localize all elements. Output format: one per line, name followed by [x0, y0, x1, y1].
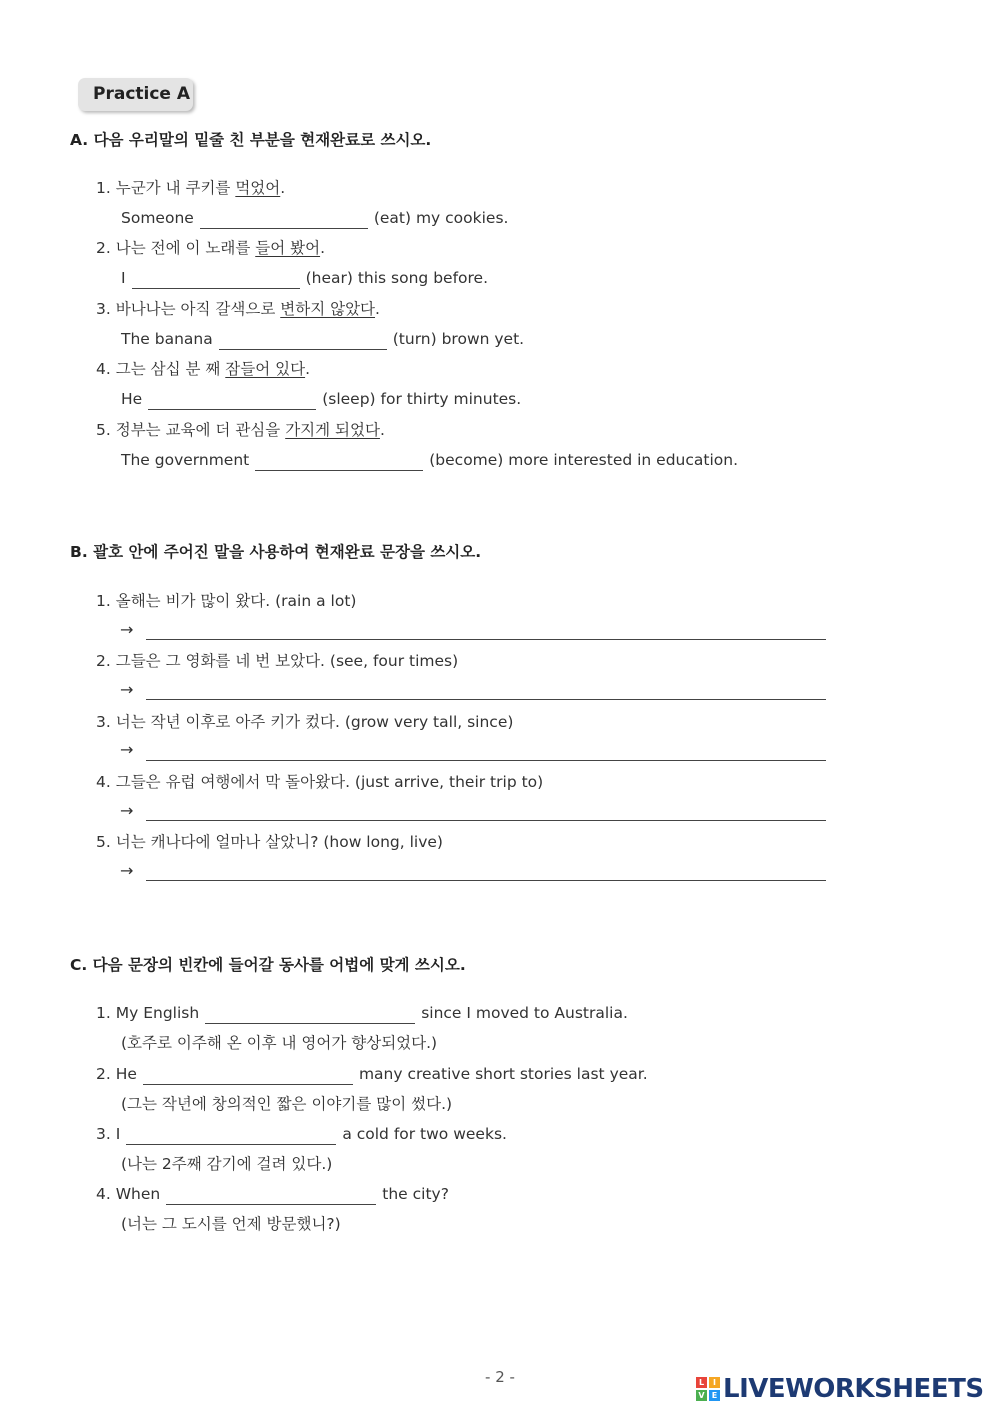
b-item-4: 4. 그들은 유럽 여행에서 막 돌아왔다. (just arrive, their trip to) — [96, 773, 544, 791]
c-item-3-english: 3. I a cold for two weeks. — [96, 1125, 507, 1143]
answer-blank[interactable] — [205, 1006, 415, 1024]
c-item-4-english: 4. When the city? — [96, 1185, 449, 1203]
arrow-icon: → — [120, 801, 134, 820]
answer-blank[interactable] — [255, 453, 423, 471]
c-item-3-korean: (나는 2주째 감기에 걸려 있다.) — [121, 1155, 333, 1173]
b-item-5: 5. 너는 캐나다에 얼마나 살았니? (how long, live) — [96, 833, 443, 851]
answer-line[interactable] — [146, 699, 826, 700]
answer-blank[interactable] — [166, 1187, 376, 1205]
c-item-1-korean: (호주로 이주해 온 이후 내 영어가 향상되었다.) — [121, 1034, 438, 1052]
answer-blank[interactable] — [148, 392, 316, 410]
arrow-icon: → — [120, 680, 134, 699]
practice-badge: Practice A — [78, 78, 193, 111]
answer-blank[interactable] — [132, 271, 300, 289]
answer-line[interactable] — [146, 820, 826, 821]
b-item-1: 1. 올해는 비가 많이 왔다. (rain a lot) — [96, 592, 357, 610]
c-item-2-english: 2. He many creative short stories last year. — [96, 1065, 648, 1083]
b-item-3: 3. 너는 작년 이후로 아주 키가 컸다. (grow very tall, since) — [96, 713, 514, 731]
a-item-4-english: He (sleep) for thirty minutes. — [121, 390, 522, 408]
c-item-1-english: 1. My English since I moved to Australia. — [96, 1004, 628, 1022]
c-item-4-korean: (너는 그 도시를 언제 방문했니?) — [121, 1215, 341, 1233]
a-item-1-english: Someone (eat) my cookies. — [121, 209, 509, 227]
a-item-3-english: The banana (turn) brown yet. — [121, 330, 525, 348]
answer-blank[interactable] — [200, 211, 368, 229]
a-item-2-english: I (hear) this song before. — [121, 269, 488, 287]
a-item-5-korean: 5. 정부는 교육에 더 관심을 가지게 되었다. — [96, 421, 385, 439]
arrow-icon: → — [120, 740, 134, 759]
arrow-icon: → — [120, 861, 134, 880]
answer-line[interactable] — [146, 880, 826, 881]
logo-text: LIVEWORKSHEETS — [723, 1374, 984, 1404]
liveworksheets-logo[interactable] — [696, 1374, 984, 1404]
answer-line[interactable] — [146, 760, 826, 761]
answer-blank[interactable] — [219, 332, 387, 350]
a-item-3-korean: 3. 바나나는 아직 갈색으로 변하지 않았다. — [96, 300, 380, 318]
a-item-1-korean: 1. 누군가 내 쿠키를 먹었어. — [96, 179, 286, 197]
section-c-title: C. 다음 문장의 빈칸에 들어갈 동사를 어법에 맞게 쓰시오. — [70, 956, 466, 974]
page-number: - 2 - — [485, 1368, 515, 1386]
answer-line[interactable] — [146, 639, 826, 640]
section-b-title: B. 괄호 안에 주어진 말을 사용하여 현재완료 문장을 쓰시오. — [70, 543, 482, 561]
a-item-5-english: The government (become) more interested in education. — [121, 451, 739, 469]
logo-icon: L I V E — [696, 1377, 720, 1401]
arrow-icon: → — [120, 620, 134, 639]
a-item-2-korean: 2. 나는 전에 이 노래를 들어 봤어. — [96, 239, 325, 257]
b-item-2: 2. 그들은 그 영화를 네 번 보았다. (see, four times) — [96, 652, 459, 670]
section-a-title: A. 다음 우리말의 밑줄 친 부분을 현재완료로 쓰시오. — [70, 131, 432, 149]
c-item-2-korean: (그는 작년에 창의적인 짧은 이야기를 많이 썼다.) — [121, 1095, 453, 1113]
answer-blank[interactable] — [126, 1127, 336, 1145]
a-item-4-korean: 4. 그는 삼십 분 째 잠들어 있다. — [96, 360, 311, 378]
answer-blank[interactable] — [143, 1067, 353, 1085]
